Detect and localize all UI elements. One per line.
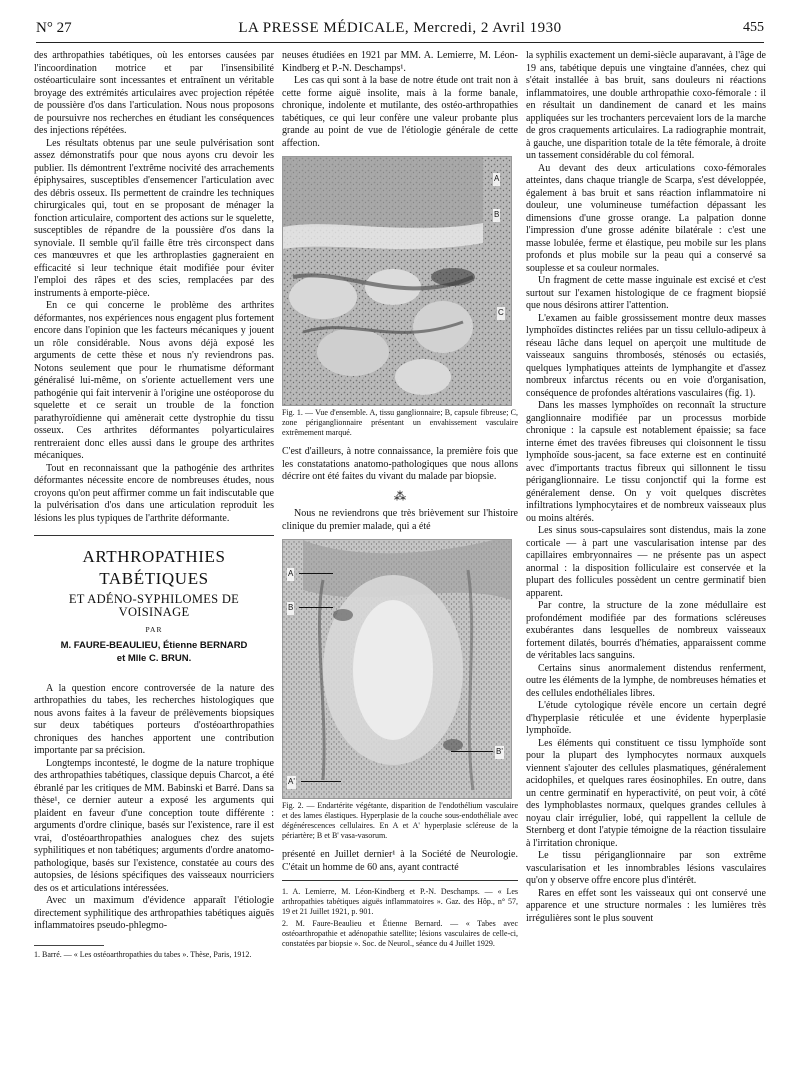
figure-2-micrograph [282, 539, 512, 799]
footnote: 1. A. Lemierre, M. Léon-Kindberg et P.-N. Deschamps. — « Les arthropathies tabétiques aiguës inflammatoires ». Gaz. des Hôp., n° 57, 19 et 21 Juillet 1921, p. 901. [282, 887, 518, 916]
paragraph: Le tissu périganglionnaire par son extrême vascularisation et les innombrables lésions vasculaires qu'on y observe offre encore plus d'intérêt. [526, 850, 766, 886]
paragraph: L'étude cytologique révèle encore un certain degré d'hyperplasie réticulée et une évidente hyperplasie lymphoïde. [526, 700, 766, 736]
paragraph: Longtemps incontesté, le dogme de la nature trophique des arthropathies tabétiques, classique depuis Charcot, a été ébranlé par les critiques de MM. Babinski et Barré. Dans sa thèse¹, ce dernier auteur a exposé les arguments qui plaident en faveur d'une conception toute différente : arguments d'ordre clinique, basés sur l'existence, rare il est vrai, d'ostéoarthropathies analogues chez des sujets syphilitiques et non tabétiques; arguments d'ordre anatomo-pathologique, basés sur l'existence, constatée au cours des autopsies, de lésions spécifiques des vaisseaux nourriciers des os et articulations intéressées. [34, 757, 274, 894]
journal-title: LA PRESSE MÉDICALE, Mercredi, 2 Avril 1930 [238, 20, 562, 36]
figure-2-image [283, 540, 511, 798]
paragraph: Avec un maximum d'évidence apparaît l'étiologie directement syphilitique des arthropathies tabétiques aiguës inflammatoires pseudo-phlegmo- [34, 895, 274, 931]
figure-1-micrograph [282, 156, 512, 406]
page-header [36, 18, 764, 43]
issue-number: N° 27 [36, 20, 72, 36]
article-title: ARTHROPATHIES TABÉTIQUES [82, 547, 226, 588]
figure-2-label-b-prime: B' [495, 746, 504, 759]
paragraph: Les éléments qui constituent ce tissu lymphoïde sont pour la plupart des lymphocytes normaux auxquels viennent s'ajouter des cellules plasmatiques, généralement acidophiles, et quelques rares éosinophiles. En outre, dans un centre germinatif en hyperactivité, on peut voir, à côté des lymphoblastes normaux, quelques grandes cellules à noyau clair irrégulier, lobé, qui rappellent la cellule de Sternberg et dont l'atypie témoigne de la réaction tissulaire à l'irritation chronique. [526, 737, 766, 849]
footnote: 1. Barré. — « Les ostéoarthropathies du tabes ». Thèse, Paris, 1912. [34, 949, 252, 959]
footnote-rule [34, 945, 104, 946]
paragraph: L'examen au faible grossissement montre deux masses lymphoïdes distinctes reliées par un tissu cellulo-adipeux à réseau lâche dans lequel on aperçoit une multitude de vaisseaux sanguins thrombosés, sténosés ou ectasiés, quelques lymphatiques atteints de lymphangite et d'assez nombreux infarctus récents ou en voie d'organisation, conséquence de profondes altérations vasculaires (fig. 1). [526, 312, 766, 399]
figure-2-label-a: A [287, 568, 294, 581]
figure-2-leader-a-prime [301, 781, 341, 782]
paragraph: Au devant des deux articulations coxo-fémorales atteintes, dans chaque triangle de Scarpa, s'est développée, également à bas bruit et sans réaction inflammatoire ni douleur, une volumineuse tuméfaction dépassant les dimensions d'une grosse orange. La palpation donne l'impression d'une grosse adénite bilatérale : c'est une masse lobulée, ferme et élastique, peu mobile sur les plans profonds et plus mobile sur la peau qui a conservé sa souplesse et sa couleur normales. [526, 162, 766, 274]
paragraph: Certains sinus anormalement distendus renferment, outre les éléments de la lymphe, de nombreuses hématies et des cellules endothéliales libres. [526, 662, 766, 699]
paragraph: Les cas qui sont à la base de notre étude ont trait non à cette forme aiguë insolite, mais à la forme banale, chronique, indolente et mutilante, des ostéo-arthropathies tabétiques, ce qui leur confère une valeur probante plus grande au point de vue de l'étiologie générale de cette affection. [282, 75, 518, 149]
footnotes [34, 950, 274, 960]
paragraph: Rares en effet sont les vaisseaux qui ont conservé une apparence et une structure normales : les lumières très irrégulières sont le plus souvent [526, 887, 766, 924]
figure-2-leader-b [299, 607, 333, 608]
figure-2-label-b: B [287, 602, 294, 615]
article-separator [34, 535, 274, 536]
article-subtitle: ET ADÉNO-SYPHILOMES DE VOISINAGE [68, 592, 240, 619]
paragraph: présenté en Juillet dernier¹ à la Société de Neurologie. C'était un homme de 60 ans, ayant contracté [282, 849, 518, 873]
paragraph: Par contre, la structure de la zone médullaire est profondément modifiée par des formations scléreuses exubérantes dans lesquelles de nombreux vaisseaux fortement dilatés, bourrés d'hématies, apparaissent comme de véritables lacs sanguins. [526, 600, 766, 661]
paragraph: Nous ne reviendrons que très brièvement sur l'histoire clinique du premier malade, qui a été [282, 508, 518, 532]
paragraph: Les sinus sous-capsulaires sont distendus, mais la zone corticale — à part une vascularisation intense par des capillaires embryonnaires — ne présente pas un aspect anormal : la disposition folliculaire est conservée et la plupart des follicules possèdent un centre germinatif bien apparent. [526, 525, 766, 599]
paragraph: des arthropathies tabétiques, où les entorses causées par l'incoordination motrice et par l'insensibilité ostéoarticulaire sont incessantes et entraînent un véritable broyage des extrémités articulaires avec projection répétée de poussière d'os dans l'articulation. Nous nous proposons de poursuivre nos recherches en étudiant les conséquences des injections répétées. [34, 50, 274, 136]
paragraph: C'est d'ailleurs, à notre connaissance, la première fois que les constatations anatomo-pathologiques que nous allons décrire ont été faites du vivant du malade par biopsie. [282, 446, 518, 482]
section-stars: ⁂ [394, 488, 406, 503]
authors-line-1: M. FAURE-BEAULIEU, Étienne BERNARD [60, 639, 248, 651]
figure-1-caption: Fig. 1. — Vue d'ensemble. A, tissu ganglionnaire; B, capsule fibreuse; C, zone périganglionnaire présentant un envahissement vasculaire extrêmement marqué. [282, 408, 518, 437]
byline-par: PAR [145, 625, 163, 634]
paragraph: la syphilis exactement un demi-siècle auparavant, à l'âge de 19 ans, tabétique depuis une vingtaine d'années, chez qui s'était installée à bas bruit, sans douleurs ni réactions inflammatoires, une double arthropathie coxo-fémorale : il en résultait un dandinement de canard et les mains appliquées sur les trochanters percevaient lors de la marche de gros craquements articulaires. La radiographie montrait, à gauche, une disparition totale de la tête fémorale, à droite un tassement considérable du col fémoral. [526, 50, 766, 161]
figure-1-label-a: A [493, 173, 500, 186]
footnote: 2. M. Faure-Beaulieu et Étienne Bernard. — « Tabes avec ostéoarthropathie et adénopathie satellite; lésions vasculaires de celle-ci, constatées par biopsie ». Soc. de Neurol., séance du 4 Juillet 1929. [282, 919, 518, 948]
paragraph: neuses étudiées en 1921 par MM. A. Lemierre, M. Léon-Kindberg et P.-N. Deschamps¹. [282, 50, 518, 74]
article-authors [34, 639, 274, 665]
paragraph: Un fragment de cette masse inguinale est excisé et c'est surtout sur l'examen histologique de ce fragment biopsié que nous désirons attirer l'attention. [526, 275, 766, 311]
figure-1-label-c: C [497, 307, 505, 320]
figure-2-leader-a [299, 573, 333, 574]
footnotes [282, 887, 518, 949]
column-1 [34, 50, 274, 962]
page-number: 455 [743, 20, 764, 35]
figure-2-label-a-prime: A' [287, 776, 296, 789]
paragraph: Tout en reconnaissant que la pathogénie des arthrites déformantes nécessite encore de nombreuses études, nous croyons qu'on peut affirmer comme un fait indiscutable que la pulvérisation d'os dans une articulation reproduit les lésions les plus typiques de l'arthrite déformante. [34, 462, 274, 524]
footnote-rule [282, 880, 518, 881]
paragraph: En ce qui concerne le problème des arthrites déformantes, nos expériences nous engagent plus fortement encore dans l'opinion que les facteurs mécaniques y jouent un rôle considérable. Nous avons déjà exposé les arguments de cette thèse et nous n'y reviendrons pas. Notons seulement que pour le rhumatisme déformant généralisé lui-même, on s'oriente actuellement vers une pathogénie qui fait intervenir à l'origine une ostéoporose du squelette et ce serait un trouble de la fonction parathyroïdienne qui amènerait cette dystrophie du tissu osseux. Ces arthrites déformantes polyarticulaires rentreraient donc elles aussi dans le groupe des arthrites mécaniques. [34, 300, 274, 461]
figure-1-label-b: B [493, 209, 500, 222]
column-2 [282, 50, 518, 951]
figure-2-leader-b-prime [451, 751, 493, 752]
paragraph: A la question encore controversée de la nature des arthropathies du tabes, les recherches histologiques que nous avons faites à la faveur de prélèvements biopsiques sur deux tabétiques porteurs d'ostéoarthropathies chroniques des hanches apportent une contribution importante par sa précision. [34, 682, 274, 756]
column-3 [526, 50, 766, 925]
paragraph: Les résultats obtenus par une seule pulvérisation sont assez démonstratifs pour que nous ayons cru devoir les publier. Ils démontrent l'extrême nocivité des arrachements épiphysaires, susceptibles d'ensemencer l'articulation avec des débris osseux. Ils permettent de craindre les techniques chirurgicales qui, tout en se proposant de ménager la fonction articulaire, comportent des actions sur le squelette, susceptibles de répandre de la poussière d'os dans la synoviale. Il semble qu'il faille être très circonspect dans ces manœuvres et que les arthroplasties gagneraient en efficacité si leur technique était modifiée pour éviter l'emploi des râpes et des scies, remplacées par des instruments à emporte-pièce. [34, 137, 274, 299]
figure-2-caption: Fig. 2. — Endartérite végétante, disparition de l'endothélium vasculaire et des lames élastiques. Hyperplasie de la couche sous-endothéliale avec dégénérescences cellulaires. En A et A' hyperplasie scléreuse de la périartère; B et B' vasa-vasorum. [282, 801, 518, 840]
authors-line-2: et Mlle C. BRUN. [116, 652, 192, 664]
paragraph: Dans les masses lymphoïdes on reconnaît la structure ganglionnaire modifiée par un processus morbide chronique : la capsule est notablement épaissie; sa face interne émet des travées fibreuses qui cloisonnent le tissu lymphoïde sous-jacent, sa face externe est en continuité avec d'importants tractus fibreux qui sillonnent le tissu périganglionnaire. Le tissu conjonctif qui la forme est généralement dense. On y voit quelques discrètes infiltrations lymphocytaires et de nombreux vaisseaux plus ou moins altérés. [526, 400, 766, 524]
figure-1-image [283, 157, 511, 405]
